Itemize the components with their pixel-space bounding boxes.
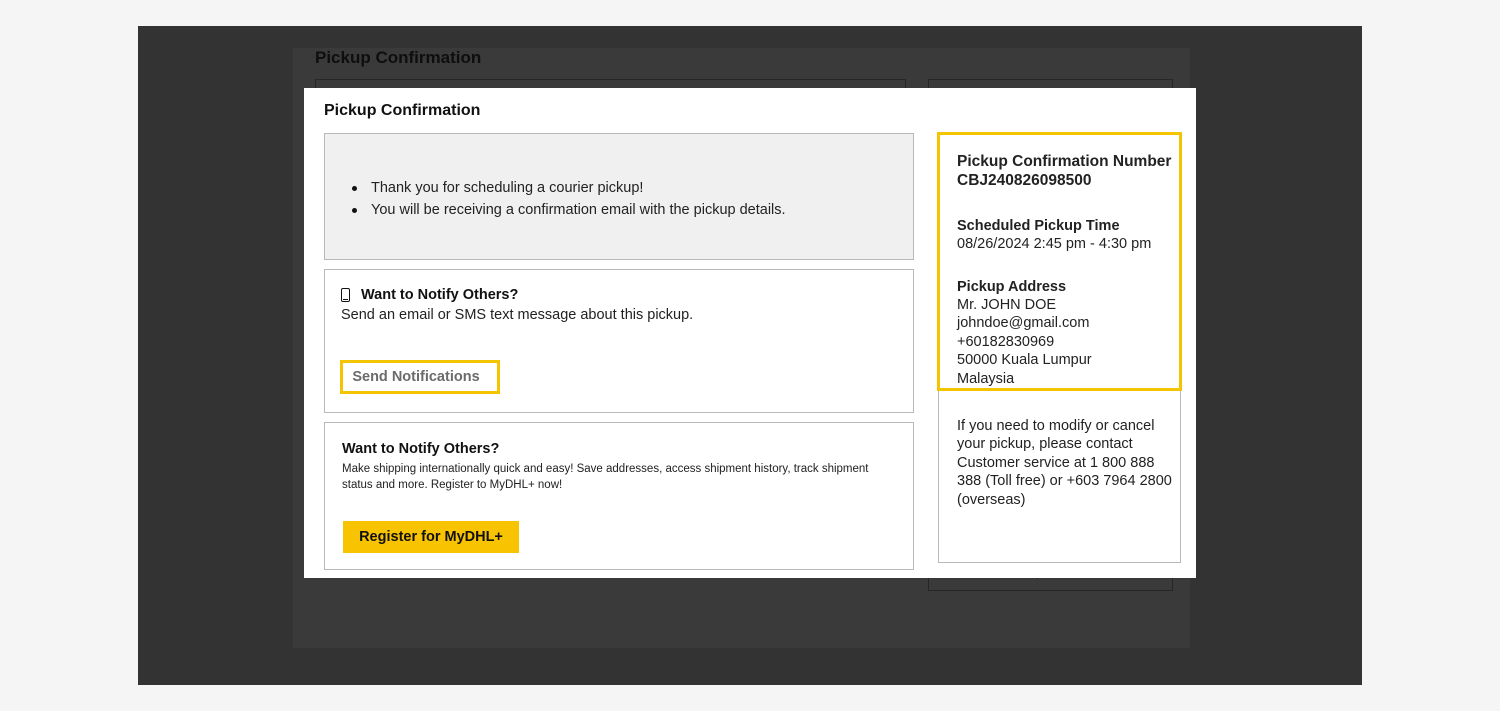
mobile-phone-icon (341, 288, 350, 302)
thank-you-panel (324, 133, 914, 260)
register-heading: Want to Notify Others? (342, 441, 500, 457)
register-description: Make shipping internationally quick and easy! Save addresses, access shipment history, track shipment status and more. Register to MyDHL+ now! (342, 463, 869, 491)
pickup-address-label: Pickup Address (957, 279, 1067, 295)
contact-note: If you need to modify or cancel your pickup, please contact Customer service at 1 800 888 388 (Toll free) or +603 7964 2800 (overseas) (957, 418, 1172, 508)
background-page-title: Pickup Confirmation (315, 48, 482, 67)
send-notifications-button[interactable]: Send Notifications (340, 360, 500, 394)
address-name: Mr. JOHN DOE (957, 297, 1057, 313)
address-phone: +60182830969 (957, 333, 1055, 350)
thank-you-item: Thank you for scheduling a courier pickup! (352, 177, 786, 199)
address-country: Malaysia (957, 370, 1015, 387)
notify-heading: Want to Notify Others? (361, 287, 519, 303)
scheduled-time-label: Scheduled Pickup Time (957, 218, 1120, 234)
thank-you-list (352, 177, 786, 221)
pickup-summary-content (957, 152, 1172, 388)
register-mydhl-button[interactable]: Register for MyDHL+ (343, 521, 519, 553)
notify-others-panel (324, 269, 914, 413)
scheduled-time-value: 08/26/2024 2:45 pm - 4:30 pm (957, 236, 1152, 252)
address-email: johndoe@gmail.com (957, 315, 1090, 332)
notify-heading-row (341, 287, 518, 303)
pickup-confirmation-modal (304, 88, 1196, 578)
confirmation-number: Pickup Confirmation Number CBJ240826098500 (957, 153, 1172, 189)
modal-title: Pickup Confirmation (324, 102, 481, 119)
confirmation-email-item: You will be receiving a confirmation email with the pickup details. (352, 199, 786, 221)
pickup-summary-panel (938, 133, 1181, 563)
address-city: 50000 Kuala Lumpur (957, 352, 1092, 369)
notify-description: Send an email or SMS text message about this pickup. (341, 307, 694, 323)
register-panel (324, 422, 914, 570)
